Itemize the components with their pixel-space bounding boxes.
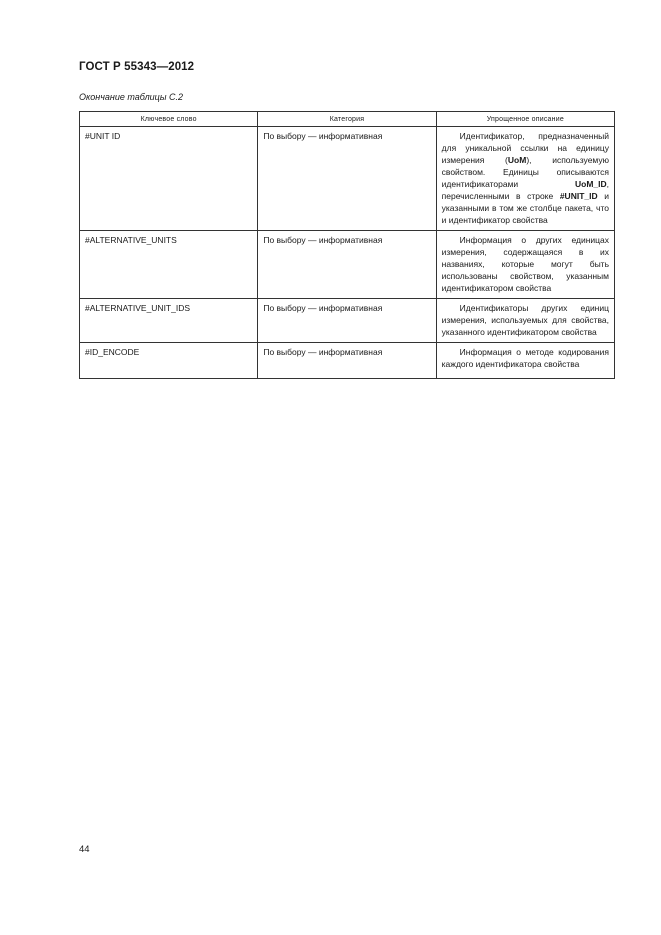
keywords-table bbox=[79, 111, 615, 379]
table-row bbox=[80, 231, 615, 299]
column-header-description: Упрощенное описание bbox=[436, 112, 614, 127]
category-cell: По выбору — информативная bbox=[258, 299, 436, 343]
description-bold-term: #UNIT_ID bbox=[559, 191, 598, 201]
table-caption: Окончание таблицы С.2 bbox=[79, 92, 183, 102]
column-header-category: Категория bbox=[258, 112, 436, 127]
keyword-cell: #ALTERNATIVE_UNITS bbox=[80, 231, 258, 299]
keyword-cell: #ALTERNATIVE_UNIT_IDS bbox=[80, 299, 258, 343]
description-text: ), используемую свойством. Единицы описываются идентификаторами bbox=[441, 155, 609, 189]
page-header-standard: ГОСТ Р 55343—2012 bbox=[79, 61, 195, 73]
description-text: и указанными в том же столбце пакета, что и идентификатор свойства bbox=[441, 191, 609, 225]
page-number: 44 bbox=[79, 844, 90, 855]
description-cell: Информация о методе кодирования каждого идентификатора свойства bbox=[436, 343, 614, 379]
keyword-cell: #UNIT ID bbox=[80, 127, 258, 231]
description-text: Идентификатор, предназначенный для уникальной ссылки на единицу измерения ( bbox=[441, 131, 609, 165]
column-header-keyword: Ключевое слово bbox=[80, 112, 258, 127]
category-cell: По выбору — информативная bbox=[258, 231, 436, 299]
table-header-row bbox=[80, 112, 615, 127]
table-row bbox=[80, 127, 615, 231]
description-bold-term: UoM_ID bbox=[574, 179, 607, 189]
keyword-cell: #ID_ENCODE bbox=[80, 343, 258, 379]
description-cell: Информация о других единицах измерения, содержащаяся в их названиях, которые могут быть использованы свойством, указанным идентификатором свойства bbox=[436, 231, 614, 299]
description-bold-term: UoM bbox=[507, 155, 527, 165]
category-cell: По выбору — информативная bbox=[258, 127, 436, 231]
description-cell bbox=[436, 127, 614, 231]
description-text: , перечисленными в строке bbox=[441, 179, 609, 201]
description-cell: Идентификаторы других единиц измерения, используемых для свойства, указанного идентификатором свойства bbox=[436, 299, 614, 343]
category-cell: По выбору — информативная bbox=[258, 343, 436, 379]
table-row bbox=[80, 299, 615, 343]
table-row bbox=[80, 343, 615, 379]
